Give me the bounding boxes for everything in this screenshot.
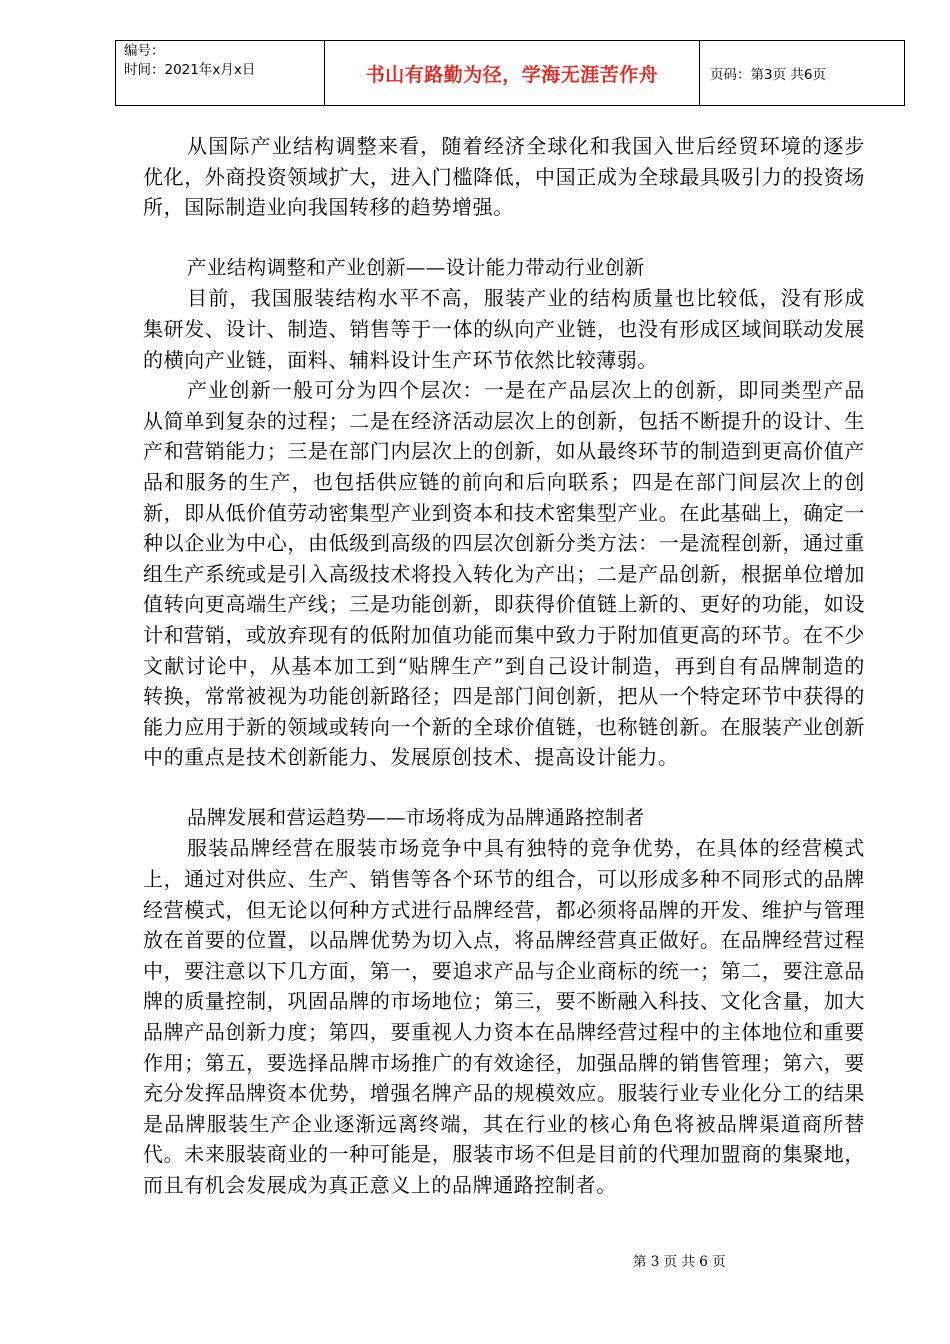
paragraph-gap [143, 773, 865, 803]
page-footer: 第 3 页 共 6 页 [633, 1254, 726, 1270]
section-title-brand-trends: 品牌发展和营运趋势——市场将成为品牌通路控制者 [187, 805, 645, 829]
document-number-label: 编号： [124, 43, 165, 59]
header-motto: 书山有路勤为径，学海无涯苦作舟 [325, 41, 700, 106]
header-table [115, 40, 905, 106]
header-page-label: 页码：第3页 共6页 [700, 41, 905, 106]
header-meta-cell [116, 41, 325, 106]
paragraph-gap [143, 223, 865, 253]
section-title-industry-innovation: 产业结构调整和产业创新——设计能力带动行业创新 [187, 255, 645, 279]
paragraph-brand-operation: 服装品牌经营在服装市场竞争中具有独特的竞争优势，在具体的经营模式上，通过对供应、生产、销售等各个环节的组合，可以形成多种不同形式的品牌经营模式，但无论以何种方式进行品牌经营，都必须将品牌的开发、维护与管理放在首要的位置，以品牌优势为切入点，将品牌经营真正做好。在品牌经营过程中，要注意以下几方面，第一，要追求产品与企业商标的统一；第二，要注意品牌的质量控制，巩固品牌的市场地位；第三，要不断融入科技、文化含量，加大品牌产品创新力度；第四，要重视人力资本在品牌经营过程中的主体地位和重要作用；第五，要选择品牌市场推广的有效途径，加强品牌的销售管理；第六，要充分发挥品牌资本优势，增强名牌产品的规模效应。服装行业专业化分工的结果是品牌服装生产企业逐渐远离终端，其在行业的核心角色将被品牌渠道商所替代。未来服装商业的一种可能是，服装市场不但是目前的代理加盟商的集聚地，而且有机会发展成为真正意义上的品牌通路控制者。 [143, 836, 865, 1197]
paragraph-innovation-levels: 产业创新一般可分为四个层次：一是在产品层次上的创新，即同类型产品从简单到复杂的过程；二是在经济活动层次上的创新，包括不断提升的设计、生产和营销能力；三是在部门内层次上的创新，如从最终环节的制造到更高价值产品和服务的生产，也包括供应链的前向和后向联系；四是在部门间层次上的创新，即从低价值劳动密集型产业到资本和技术密集型产业。在此基础上，确定一种以企业为中心，由低级到高级的四层次创新分类方法：一是流程创新，通过重组生产系统或是引入高级技术将投入转化为产出；二是产品创新，根据单位增加值转向更高端生产线；三是功能创新，即获得价值链上新的、更好的功能，如设计和营销，或放弃现有的低附加值功能而集中致力于附加值更高的环节。在不少文献讨论中，从基本加工到“贴牌生产”到自己设计制造，再到自有品牌制造的转换，常常被视为功能创新路径；四是部门间创新，把从一个特定环节中获得的能力应用于新的领域或转向一个新的全球价值链，也称链创新。在服装产业创新中的重点是技术创新能力、发展原创技术、提高设计能力。 [143, 378, 865, 770]
paragraph-intl-structure: 从国际产业结构调整来看，随着经济全球化和我国入世后经贸环境的逐步优化，外商投资领域扩大，进入门槛降低，中国正成为全球最具吸引力的投资场所，国际制造业向我国转移的趋势增强。 [143, 134, 865, 220]
document-body [143, 131, 865, 1201]
paragraph-current-structure: 目前，我国服装结构水平不高，服装产业的结构质量也比较低，没有形成集研发、设计、制造、销售等于一体的纵向产业链，也没有形成区域间联动发展的横向产业链，面料、辅料设计生产环节依然比较薄弱。 [143, 286, 865, 372]
document-time-label: 时间：2021年x月x日 [124, 62, 256, 78]
